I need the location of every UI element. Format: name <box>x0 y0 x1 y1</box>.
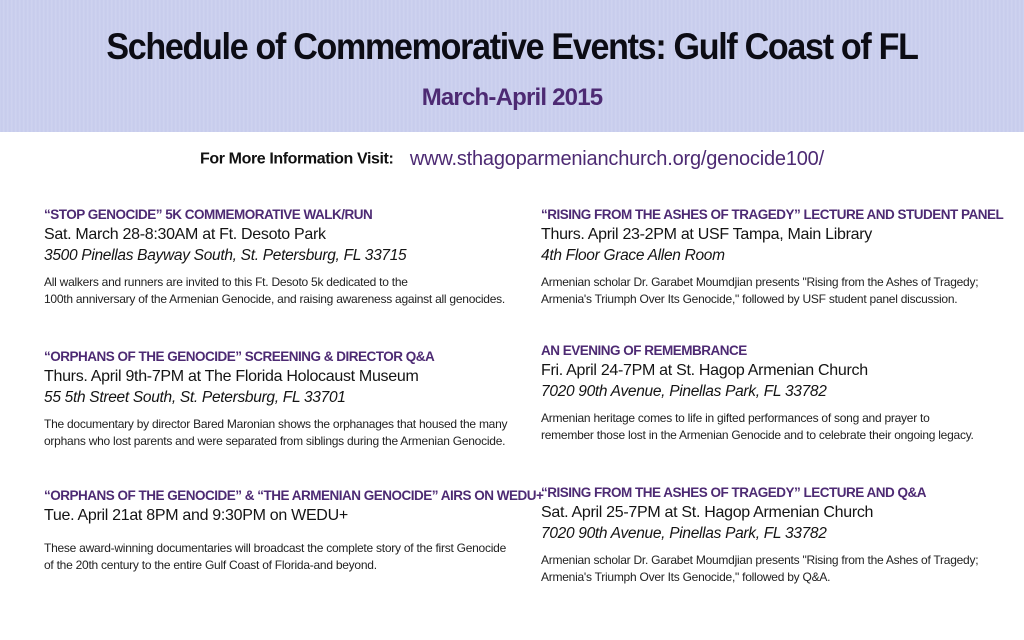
event-when: Tue. April 21at 8PM and 9:30PM on WEDU+ <box>44 507 348 524</box>
event-when: Sat. March 28-8:30AM at Ft. Desoto Park <box>44 226 326 243</box>
event-title: AN EVENING OF REMEMBRANCE <box>541 343 747 358</box>
event-description: Armenian scholar Dr. Garabet Moumdjian presents "Rising from the Ashes of Tragedy; Armenia's Triumph Over Its Genocide," followed by USF student panel discussion. <box>541 275 979 306</box>
event-where: 3500 Pinellas Bayway South, St. Petersburg, FL 33715 <box>44 247 407 264</box>
info-line <box>0 148 1024 171</box>
info-label: For More Information Visit: <box>200 150 394 168</box>
event-description: These award-winning documentaries will broadcast the complete story of the first Genocide of the 20th century to the entire Gulf Coast of Florida-and beyond. <box>44 541 506 572</box>
event-rising-lecture-panel <box>541 206 1011 308</box>
event-orphans-screening <box>44 348 524 450</box>
event-description: Armenian scholar Dr. Garabet Moumdjian presents "Rising from the Ashes of Tragedy; Armenia's Triumph Over Its Genocide," followed by Q&A. <box>541 553 979 584</box>
event-when: Fri. April 24-7PM at St. Hagop Armenian Church <box>541 362 868 379</box>
event-title: “STOP GENOCIDE” 5K COMMEMORATIVE WALK/RUN <box>44 207 373 222</box>
info-url-link[interactable]: www.sthagoparmenianchurch.org/genocide100/ <box>409 148 824 170</box>
event-description: All walkers and runners are invited to this Ft. Desoto 5k dedicated to the 100th anniversary of the Armenian Genocide, and raising awareness against all genocides. <box>44 275 505 306</box>
page-title: Schedule of Commemorative Events: Gulf Coast of FL <box>106 26 918 67</box>
event-stop-genocide-walk <box>44 206 524 308</box>
event-title: “RISING FROM THE ASHES OF TRAGEDY” LECTURE AND STUDENT PANEL <box>541 207 1004 222</box>
header-banner <box>0 0 1024 132</box>
event-description: Armenian heritage comes to life in gifted performances of song and prayer to remember those lost in the Armenian Genocide and to celebrate their ongoing legacy. <box>541 411 974 442</box>
event-title: “RISING FROM THE ASHES OF TRAGEDY” LECTURE AND Q&A <box>541 485 927 500</box>
event-where: 7020 90th Avenue, Pinellas Park, FL 33782 <box>541 525 827 542</box>
event-when: Sat. April 25-7PM at St. Hagop Armenian Church <box>541 504 874 521</box>
event-description: The documentary by director Bared Maronian shows the orphanages that housed the many orphans who lost parents and were separated from siblings during the Armenian Genocide. <box>44 417 508 448</box>
event-rising-lecture-qa <box>541 484 1011 586</box>
event-when: Thurs. April 23-2PM at USF Tampa, Main Library <box>541 226 872 243</box>
event-where: 55 5th Street South, St. Petersburg, FL 33701 <box>44 389 346 406</box>
event-where: 7020 90th Avenue, Pinellas Park, FL 33782 <box>541 383 827 400</box>
event-title: “ORPHANS OF THE GENOCIDE” SCREENING & DIRECTOR Q&A <box>44 349 435 364</box>
page-subtitle: March-April 2015 <box>421 84 603 111</box>
event-when: Thurs. April 9th-7PM at The Florida Holocaust Museum <box>44 368 419 385</box>
event-where: 4th Floor Grace Allen Room <box>541 247 725 264</box>
event-title: “ORPHANS OF THE GENOCIDE” & “THE ARMENIAN GENOCIDE” AIRS ON WEDU+ <box>44 488 544 503</box>
event-wedu-broadcast <box>44 487 544 574</box>
event-evening-of-remembrance <box>541 342 1011 444</box>
